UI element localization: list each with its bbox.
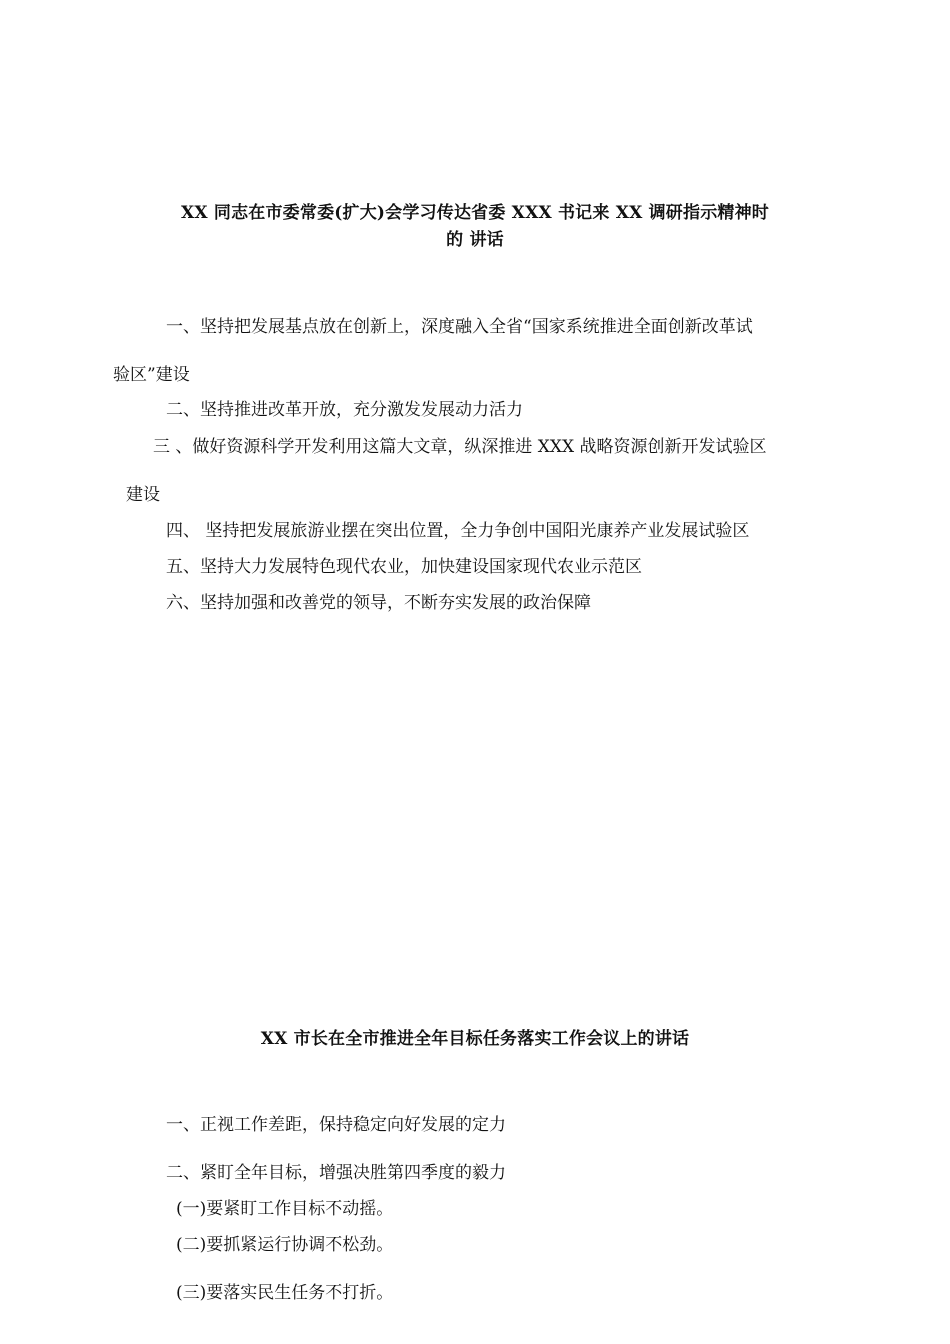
- doc1-item-3: 三 、做好资源科学开发利用这篇大文章，纵深推进 XXX 战略资源创新开发试验区: [153, 437, 767, 457]
- doc2-subitem-2: (二)要抓紧运行协调不松劲。: [176, 1235, 394, 1255]
- doc1-title-line1: XX 同志在市委常委(扩大)会学习传达省委 XXX 书记来 XX 调研指示精神时: [180, 203, 769, 223]
- doc2-title: XX 市长在全市推进全年目标任务落实工作会议上的讲话: [260, 1029, 690, 1049]
- doc1-item-4: 四、 坚持把发展旅游业摆在突出位置，全力争创中国阳光康养产业发展试验区: [166, 521, 750, 541]
- doc1-item-3-cont: 建设: [126, 485, 160, 505]
- doc2-item-2: 二、紧盯全年目标，增强决胜第四季度的毅力: [166, 1163, 506, 1183]
- doc2-item-1: 一、正视工作差距，保持稳定向好发展的定力: [166, 1115, 506, 1135]
- doc1-item-6: 六、坚持加强和改善党的领导，不断夯实发展的政治保障: [166, 593, 591, 613]
- doc1-item-5: 五、坚持大力发展特色现代农业，加快建设国家现代农业示范区: [166, 557, 642, 577]
- doc1-item-1-cont: 验区”建设: [113, 365, 190, 385]
- doc2-subitem-3: (三)要落实民生任务不打折。: [176, 1283, 394, 1303]
- doc1-title-line2: 的 讲话: [446, 230, 504, 250]
- doc2-subitem-1: (一)要紧盯工作目标不动摇。: [176, 1199, 394, 1219]
- doc1-item-1: 一、坚持把发展基点放在创新上，深度融入全省“国家系统推进全面创新改革试: [166, 317, 753, 337]
- doc1-item-2: 二、坚持推进改革开放，充分激发发展动力活力: [166, 400, 523, 420]
